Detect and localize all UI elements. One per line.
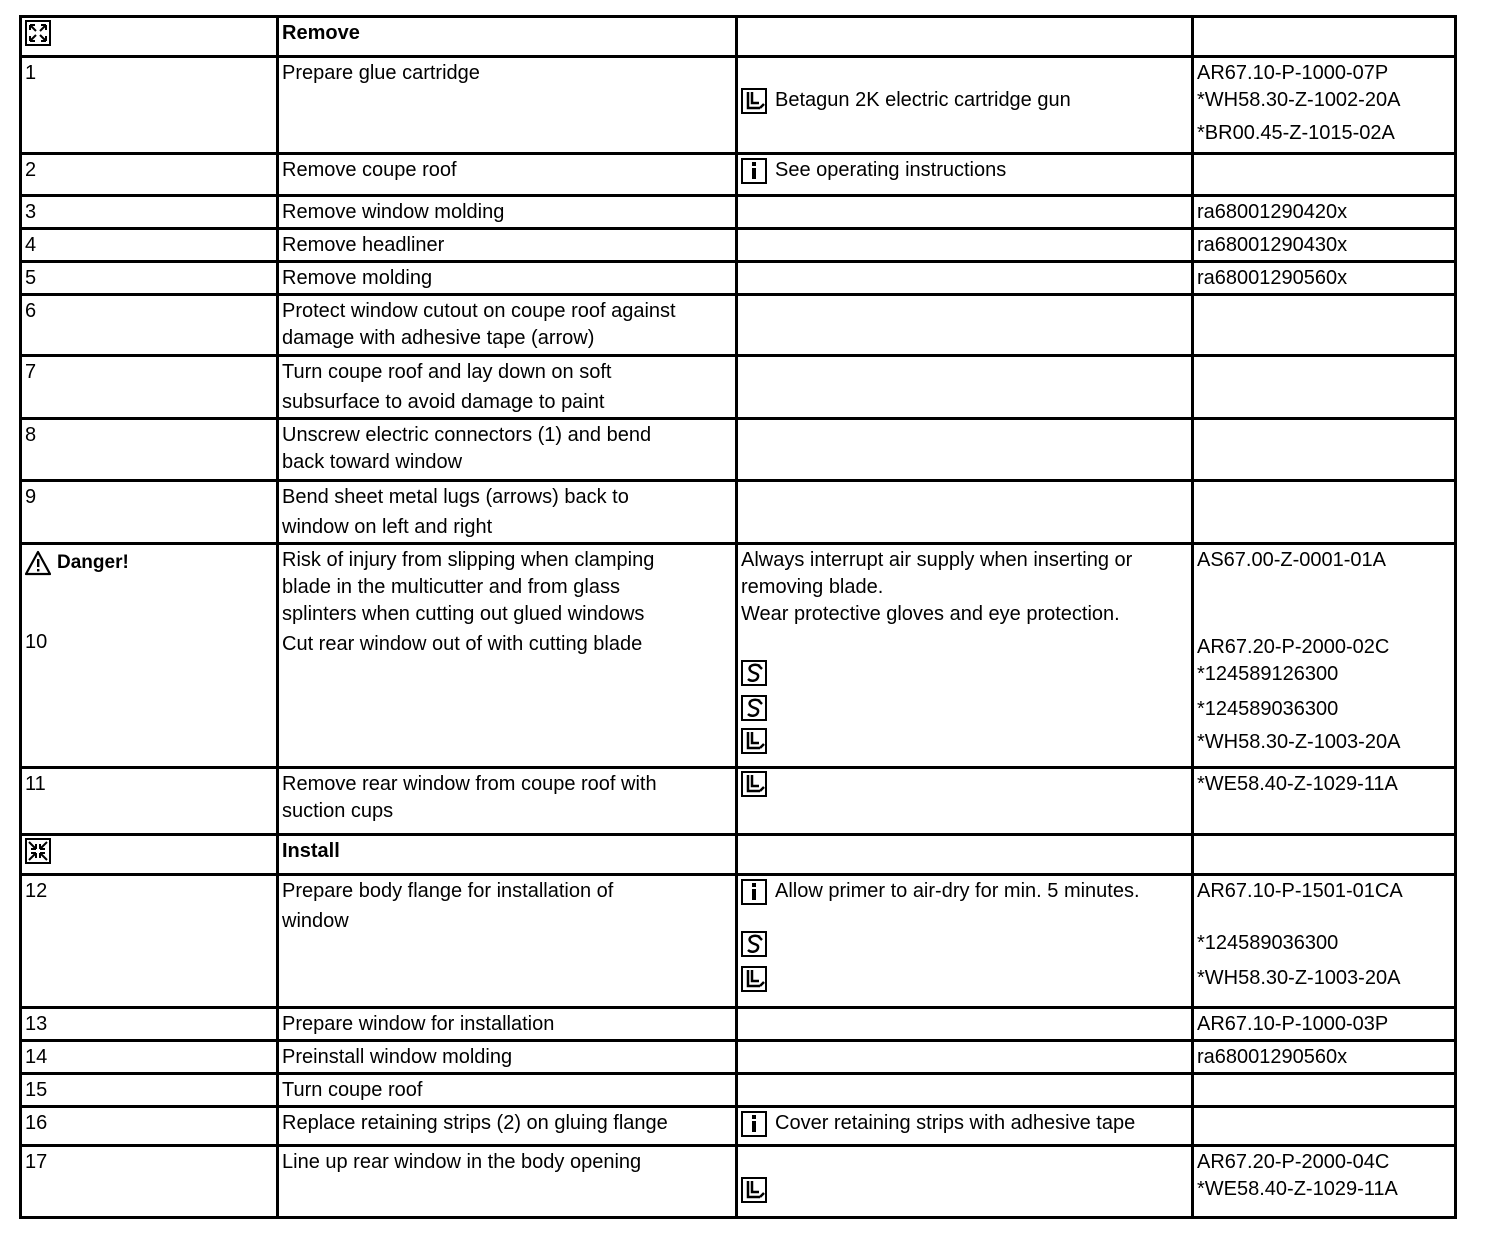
reference-doc: AR67.10-P-1501-01CA bbox=[1197, 880, 1403, 902]
tool-icon bbox=[741, 966, 767, 992]
step-description: Prepare glue cartridge bbox=[278, 57, 737, 154]
step-number: 15 bbox=[21, 1074, 278, 1107]
section-header-remove bbox=[21, 17, 1456, 57]
reference-doc: AR67.20-P-2000-02C bbox=[1197, 636, 1390, 658]
table-row bbox=[21, 481, 1456, 544]
table-row bbox=[21, 57, 1456, 154]
info-icon bbox=[741, 158, 767, 184]
step-description: Remove headliner bbox=[278, 229, 737, 262]
step-description: Unscrew electric connectors (1) and bend bbox=[282, 424, 652, 446]
step-number: 7 bbox=[21, 356, 278, 419]
step-number: 6 bbox=[21, 295, 278, 356]
danger-note: Wear protective gloves and eye protection. bbox=[741, 603, 1120, 625]
danger-description: Risk of injury from slipping when clamping bbox=[282, 549, 655, 571]
step-number: 12 bbox=[21, 875, 278, 1008]
danger-description: splinters when cutting out glued windows bbox=[282, 603, 645, 625]
table-row bbox=[21, 1074, 1456, 1107]
reference-doc: AS67.00-Z-0001-01A bbox=[1197, 549, 1387, 571]
reference-doc: *124589036300 bbox=[1197, 932, 1339, 954]
reference-doc: AR67.20-P-2000-04C bbox=[1197, 1151, 1390, 1173]
reference-doc: AR67.10-P-1000-03P bbox=[1193, 1008, 1456, 1041]
step-description: Remove rear window from coupe roof with bbox=[282, 773, 657, 795]
step-number: 9 bbox=[21, 481, 278, 544]
step-number: 13 bbox=[21, 1008, 278, 1041]
table-row bbox=[21, 1041, 1456, 1074]
step-number: 8 bbox=[21, 419, 278, 481]
step-cell bbox=[21, 835, 278, 875]
collapse-arrows-icon bbox=[25, 838, 51, 864]
reference-doc: *BR00.45-Z-1015-02A bbox=[1197, 122, 1395, 144]
section-title: Install bbox=[278, 835, 737, 875]
step-description: Preinstall window molding bbox=[278, 1041, 737, 1074]
danger-label: Danger! bbox=[25, 549, 273, 576]
table-row bbox=[21, 356, 1456, 419]
step-cell bbox=[21, 17, 278, 57]
step-description: Protect window cutout on coupe roof against bbox=[282, 300, 676, 322]
danger-description: blade in the multicutter and from glass bbox=[282, 576, 620, 598]
note-text: Cover retaining strips with adhesive tape bbox=[775, 1112, 1136, 1134]
step-description: Prepare window for installation bbox=[278, 1008, 737, 1041]
step-description: Cut rear window out of with cutting blade bbox=[282, 633, 643, 655]
step-description: window on left and right bbox=[282, 516, 493, 538]
reference-doc: ra68001290560x bbox=[1193, 262, 1456, 295]
table-row bbox=[21, 262, 1456, 295]
table-row bbox=[21, 196, 1456, 229]
reference-doc: *WH58.30-Z-1002-20A bbox=[1197, 89, 1401, 111]
tool-icon bbox=[741, 88, 767, 114]
step-description: back toward window bbox=[282, 451, 463, 473]
table-row bbox=[21, 1008, 1456, 1041]
table-row bbox=[21, 154, 1456, 196]
table-row bbox=[21, 768, 1456, 835]
danger-note: Always interrupt air supply when inserting or bbox=[741, 549, 1133, 571]
section-header-install bbox=[21, 835, 1456, 875]
table-row bbox=[21, 1107, 1456, 1146]
step-description: Turn coupe roof bbox=[278, 1074, 737, 1107]
step-number: 14 bbox=[21, 1041, 278, 1074]
step-description: Remove molding bbox=[278, 262, 737, 295]
reference-doc: AR67.10-P-1000-07P bbox=[1197, 62, 1389, 84]
step-description: damage with adhesive tape (arrow) bbox=[282, 327, 595, 349]
step-description: Remove coupe roof bbox=[278, 154, 737, 196]
special-tool-icon bbox=[741, 695, 767, 721]
tool-icon bbox=[741, 1177, 767, 1203]
info-icon bbox=[741, 879, 767, 905]
step-description: Bend sheet metal lugs (arrows) back to bbox=[282, 486, 629, 508]
step-number: 17 bbox=[21, 1146, 278, 1218]
step-description: window bbox=[282, 910, 349, 932]
warning-triangle-icon bbox=[25, 550, 51, 576]
table-row bbox=[21, 875, 1456, 1008]
reference-doc: *WH58.30-Z-1003-20A bbox=[1197, 731, 1401, 753]
step-number: 5 bbox=[21, 262, 278, 295]
reference-doc: ra68001290430x bbox=[1193, 229, 1456, 262]
step-description: Prepare body flange for installation of bbox=[282, 880, 614, 902]
reference-doc: *WE58.40-Z-1029-11A bbox=[1197, 1178, 1398, 1200]
reference-doc: ra68001290420x bbox=[1193, 196, 1456, 229]
step-number: 10 bbox=[25, 631, 48, 653]
step-number: 11 bbox=[21, 768, 278, 835]
table-row bbox=[21, 229, 1456, 262]
reference-doc: *124589126300 bbox=[1197, 663, 1339, 685]
reference-doc: *WH58.30-Z-1003-20A bbox=[1197, 967, 1401, 989]
table-row bbox=[21, 295, 1456, 356]
step-number: 1 bbox=[21, 57, 278, 154]
step-number: 3 bbox=[21, 196, 278, 229]
danger-note: removing blade. bbox=[741, 576, 884, 598]
section-title: Remove bbox=[278, 17, 737, 57]
reference-doc: ra68001290560x bbox=[1193, 1041, 1456, 1074]
info-icon bbox=[741, 1111, 767, 1137]
tool-icon bbox=[741, 728, 767, 754]
step-description: Line up rear window in the body opening bbox=[278, 1146, 737, 1218]
tool-icon bbox=[741, 771, 767, 797]
step-number: 4 bbox=[21, 229, 278, 262]
step-number: 16 bbox=[21, 1107, 278, 1146]
expand-arrows-icon bbox=[25, 20, 51, 46]
step-number: 2 bbox=[21, 154, 278, 196]
special-tool-icon bbox=[741, 660, 767, 686]
step-description: Turn coupe roof and lay down on soft bbox=[282, 361, 612, 383]
table-row bbox=[21, 544, 1456, 768]
step-description: suction cups bbox=[282, 800, 394, 822]
special-tool-icon bbox=[741, 931, 767, 957]
step-description: Remove window molding bbox=[278, 196, 737, 229]
step-description: subsurface to avoid damage to paint bbox=[282, 391, 605, 413]
step-description: Replace retaining strips (2) on gluing flange bbox=[278, 1107, 737, 1146]
note-text: Betagun 2K electric cartridge gun bbox=[775, 89, 1071, 111]
note-text: See operating instructions bbox=[775, 159, 1007, 181]
reference-doc: *124589036300 bbox=[1197, 698, 1339, 720]
procedure-table bbox=[19, 15, 1457, 1219]
table-row bbox=[21, 419, 1456, 481]
reference-doc: *WE58.40-Z-1029-11A bbox=[1193, 768, 1456, 835]
note-text: Allow primer to air-dry for min. 5 minutes. bbox=[775, 880, 1140, 902]
table-row bbox=[21, 1146, 1456, 1218]
